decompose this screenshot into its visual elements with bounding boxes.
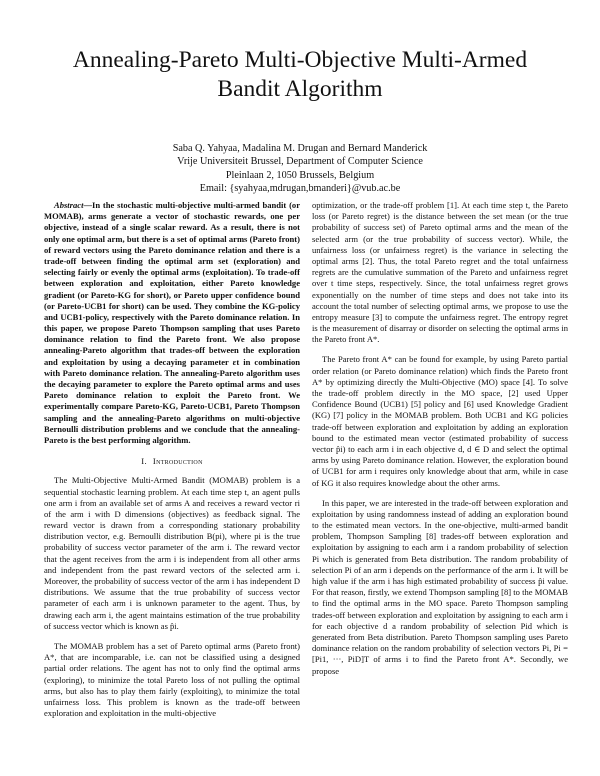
author-address: Pleinlaan 2, 1050 Brussels, Belgium	[225, 169, 375, 181]
author-block	[60, 142, 540, 196]
section-title: Introduction	[152, 456, 203, 467]
author-names: Saba Q. Yahyaa, Madalina M. Drugan and Bernard Manderick	[172, 143, 428, 154]
right-column	[312, 200, 568, 677]
section-heading	[44, 456, 300, 467]
paragraph: optimization, or the trade-off problem [1]. At each time step t, the Pareto loss (or Pareto regret) is the distance between the set mean (or the true probability of success set) of Pareto optimal arms and the mean of the selected arm (or the true probability of success vector). While, the unfairness loss (or unfairness regret) is the variance in selecting the optimal arms [2]. Thus, the total Pareto regret and the total unfairness regrets are the cumulative summation of the Pareto and unfairness regret over t time steps, respectively. Since, the total unfairness regret grows exponentially on the number of time steps and does not take into its account the total number of selecting optimal arms, we propose to use the entropy measure [3] to compute the unfairness regret. The entropy regret is the measurement of disarray or disorder on selecting the optimal arms in the Pareto front A*.	[312, 200, 568, 345]
abstract-label: Abstract	[54, 200, 84, 210]
paper-title: Annealing-Pareto Multi-Objective Multi-Armed Bandit Algorithm	[72, 47, 528, 102]
paragraph: In this paper, we are interested in the trade-off between exploration and exploitation by using randomness instead of adding an exploration bound to the estimated mean vectors. In the one-objective, multi-armed bandit problem, Thompson Sampling [8] trades-off between exploration and exploitation by assigning to each arm i a random probability of selection Pi which is generated from Beta distribution. The random probability of selection Pi of an arm i depends on the performance of the arm i. It will be high value if the arm i has high estimated probability of success p̂i value. For that reason, firstly, we extend Thompson sampling [8] to the MOMAB to find the optimal arms in the MO space. Pareto Thompson sampling trades-off between exploration and exploitation by assigning to each arm i for each objective d a random probability of selection Pid which is generated from Beta distribution. Pareto Thompson sampling uses Pareto dominance relation on the random probability of selection vectors Pi, Pi = [Pi1, ···, PiD]T of arms i to find the Pareto front A*. Secondly, we propose	[312, 497, 568, 676]
author-affiliation: Vrije Universiteit Brussel, Department of Computer Science	[177, 156, 423, 168]
paragraph: The Pareto front A* can be found for example, by using Pareto partial order relation (or Pareto dominance relation) which finds the Pareto front A* by optimizing directly the Multi-Objective (MO) space [4]. To solve the trade-off problem directly in the MO space, [2] used Upper Confidence Bound (UCB1) [5] policy and [6] used Knowledge Gradient (KG) [7] policy in the MOMAB problem. Both UCB1 and KG policies trade-off between exploration and exploitation by adding an exploration bound to the estimated mean vector (estimated probability of success vector p̂i) to each arm i in each objective d, d ∈ D and select the optimal arms by using Pareto dominance relation. However, the exploration bound of UCB1 for arm i requires only knowledge about that arm, while in case of KG it also requires knowledge about the other arms.	[312, 354, 568, 488]
section-number: I.	[141, 456, 147, 467]
abstract-text: —In the stochastic multi-objective multi-armed bandit (or MOMAB), arms generate a vector of stochastic rewards, one per objective, instead of a single scalar reward. As a result, there is not only one optimal arm, but there is a set of optimal arms (Pareto front) of reward vectors using the Pareto dominance relation and there is a trade-off between finding the optimal arm set (exploration) and selecting fairly or evenly the optimal arms (exploitation). To trade-off between exploration and exploitation, either Pareto knowledge gradient (or Pareto-KG for short), or Pareto upper confidence bound (or Pareto-UCB1 for short) can be used. They combine the KG-policy and UCB1-policy, respectively with the Pareto dominance relation. In this paper, we propose Pareto Thompson sampling that uses Pareto dominance relation to find the Pareto front. We also propose annealing-Pareto algorithm that trades-off between the exploration and exploitation by using a decaying parameter εt in combination with Pareto dominance relation. The annealing-Pareto algorithm uses the decaying parameter to explore the Pareto optimal arms and uses Pareto dominance relation to exploit the Pareto front. We experimentally compare Pareto-KG, Pareto-UCB1, Pareto Thompson sampling and the annealing-Pareto algorithms on multi-objective Bernoulli distribution problems and we conclude that the annealing-Pareto is the best performing algorithm.	[44, 200, 300, 445]
paragraph: The MOMAB problem has a set of Pareto optimal arms (Pareto front) A*, that are incomparable, i.e. can not be classified using a designed partial order relations. The agent has not to only find the optimal arms (exploring), to minimize the total Pareto loss of not pulling the optimal arms, but also has to play them fairly (exploiting), to minimize the total unfairness loss. This problem is known as the trade-off between exploration and exploitation in the multi-objective	[44, 640, 300, 719]
abstract	[44, 200, 300, 446]
left-column	[44, 200, 300, 719]
paragraph: The Multi-Objective Multi-Armed Bandit (MOMAB) problem is a sequential stochastic learning problem. At each time step t, an agent pulls one arm i from an available set of arms A and receives a reward vector ri of the arm i with D dimensions (objectives) as feedback signal. The reward vector is drawn from a corresponding stationary probability distribution vector, e.g. Bernoulli distribution B(pi), where pi is the true probability of success vector parameter of the arm i. The reward vector that the agent receives from the arm i is independent from all other arms and independent from the past reward vectors of the selected arm i. Moreover, the probability of success vector of the arm i has independent D distributions. We assume that the true probability of success vector parameter of each arm i is unknown parameter to the agent. Thus, by drawing each arm i, the agent maintains estimation of the true probability of success vector which is known as p̂i.	[44, 475, 300, 631]
author-email: Email: {syahyaa,mdrugan,bmanderi}@vub.ac.be	[199, 183, 401, 195]
